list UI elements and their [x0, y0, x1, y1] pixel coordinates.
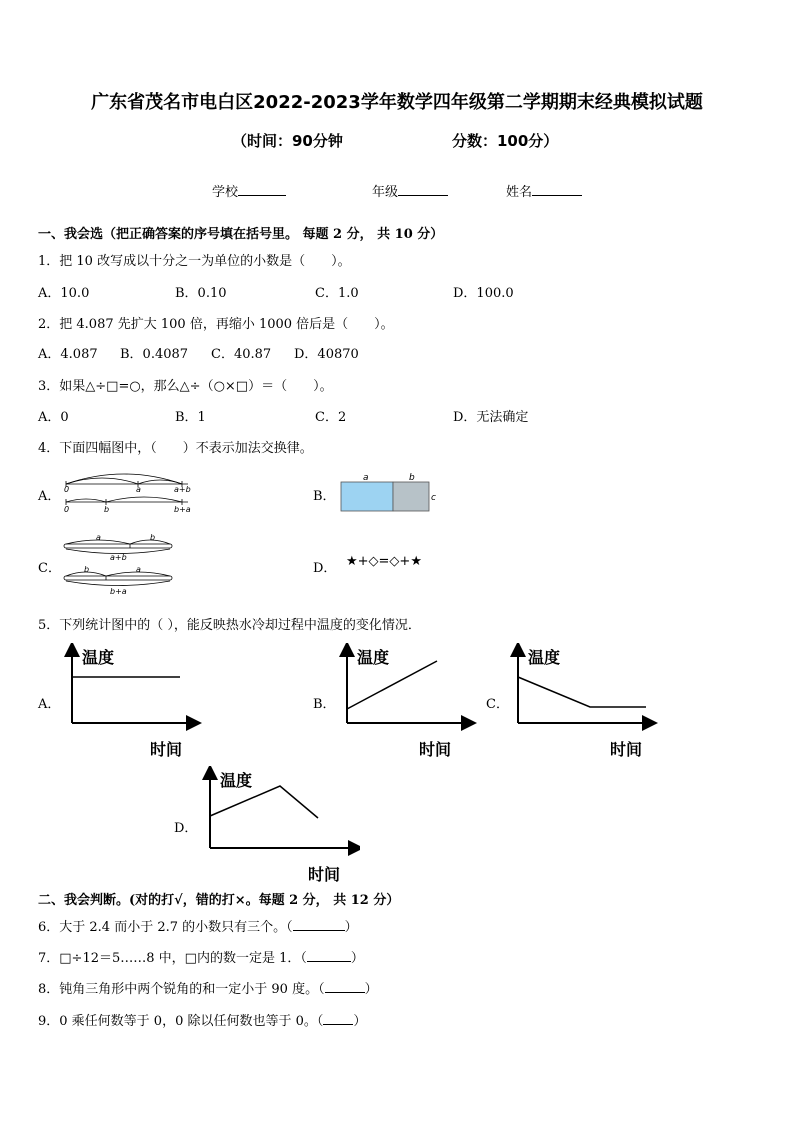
- q2-option-d[interactable]: D．40870: [294, 347, 359, 362]
- q9-answer-blank[interactable]: [323, 1011, 353, 1025]
- q5-option-d[interactable]: D．: [174, 821, 198, 836]
- q4-option-c[interactable]: C．: [38, 561, 61, 576]
- page-title: 广东省茂名市电白区2022-2023学年数学四年级第二学期期末经典模拟试题: [91, 92, 703, 113]
- q5-chart-a: [62, 643, 202, 763]
- fig-c-a-2: a: [136, 565, 141, 574]
- question-7: [38, 947, 364, 966]
- fig-a-b: b: [104, 505, 110, 514]
- q4-option-d[interactable]: D．: [313, 561, 337, 576]
- q5-chart-b: [337, 643, 477, 763]
- q5-c-ylabel: 温度: [528, 648, 561, 667]
- fig-b-c: c: [431, 493, 436, 503]
- question-9: [38, 1010, 366, 1029]
- q5-c-line: [518, 677, 646, 707]
- fig-a-a: a: [136, 485, 141, 494]
- q7-text: 7．□÷12＝5……8 中，□内的数一定是 1．（: [38, 951, 307, 966]
- fig-a-apb: a+b: [174, 485, 191, 494]
- q4-option-a[interactable]: A．: [38, 489, 61, 504]
- question-3: 3．如果△÷□=○，那么△÷（○×□）＝（ ）。: [38, 379, 333, 394]
- fig-b-b: b: [409, 473, 415, 483]
- grade-blank[interactable]: [398, 182, 448, 196]
- name-field: [506, 181, 582, 200]
- q7-answer-blank[interactable]: [307, 948, 351, 962]
- fig-a-zero-2: 0: [64, 505, 70, 514]
- section1-heading: 一、我会选（把正确答案的序号填在括号里。 每题 2 分， 共 10 分）: [38, 227, 444, 242]
- q4-figure-b: [336, 470, 446, 516]
- q3-option-b[interactable]: B．1: [175, 410, 206, 425]
- school-label: 学校: [212, 185, 239, 200]
- q5-chart-c: [508, 643, 658, 763]
- q1-option-b[interactable]: B．0.10: [175, 286, 227, 301]
- name-blank[interactable]: [532, 182, 582, 196]
- q5-option-a[interactable]: A．: [38, 697, 61, 712]
- fig-a-bpa: b+a: [174, 505, 191, 514]
- school-blank[interactable]: [238, 182, 286, 196]
- q5-b-ylabel: 温度: [357, 648, 390, 667]
- question-8: [38, 978, 378, 997]
- q6-close: ）: [344, 920, 358, 935]
- fig-c-b-2: b: [84, 565, 90, 574]
- q3-option-d[interactable]: D．无法确定: [453, 410, 529, 425]
- q5-b-xlabel: 时间: [419, 740, 452, 759]
- q2-option-b[interactable]: B．0.4087: [120, 347, 189, 362]
- fig-c-b-1: b: [150, 533, 156, 542]
- q1-option-d[interactable]: D．100.0: [453, 286, 514, 301]
- q5-c-xlabel: 时间: [610, 740, 643, 759]
- fig-c-apb: a+b: [110, 553, 127, 562]
- q5-d-line: [210, 786, 318, 818]
- q9-text: 9．0 乘任何数等于 0，0 除以任何数也等于 0。（: [38, 1014, 324, 1029]
- fig-c-bpa: b+a: [110, 587, 127, 596]
- fig-c-a-1: a: [96, 533, 101, 542]
- fig-a-zero-1: 0: [64, 485, 70, 494]
- q5-a-xlabel: 时间: [150, 740, 183, 759]
- q2-option-c[interactable]: C．40.87: [211, 347, 272, 362]
- q5-d-ylabel: 温度: [220, 771, 253, 790]
- exam-time: （时间：90分钟: [232, 132, 343, 150]
- q3-option-c[interactable]: C．2: [315, 410, 347, 425]
- q6-answer-blank[interactable]: [293, 917, 345, 931]
- q1-option-c[interactable]: C．1.0: [315, 286, 359, 301]
- q4-figure-d: ★+◇=◇+★: [346, 554, 422, 569]
- grade-label: 年级: [372, 185, 399, 200]
- section2-heading: 二、我会判断。(对的打√，错的打×。每题 2 分， 共 12 分）: [38, 893, 400, 908]
- exam-score: 分数：100分）: [452, 132, 559, 150]
- q5-option-c[interactable]: C．: [486, 697, 509, 712]
- q4-option-b[interactable]: B．: [313, 489, 336, 504]
- q3-option-a[interactable]: A．0: [38, 410, 69, 425]
- q5-chart-d: [200, 766, 360, 884]
- q4-figure-c: [60, 530, 180, 598]
- name-label: 姓名: [506, 185, 533, 200]
- q9-close: ）: [353, 1014, 367, 1029]
- q5-option-b[interactable]: B．: [313, 697, 336, 712]
- grade-field: [372, 181, 448, 200]
- q5-d-xlabel: 时间: [308, 865, 341, 884]
- question-6: [38, 916, 358, 935]
- q8-answer-blank[interactable]: [325, 979, 365, 993]
- q7-close: ）: [350, 951, 364, 966]
- question-2: 2．把 4.087 先扩大 100 倍，再缩小 1000 倍后是（ ）。: [38, 317, 394, 332]
- fig-b-gray-rect: [393, 482, 429, 511]
- question-5: 5．下列统计图中的（ ），能反映热水冷却过程中温度的变化情况．: [38, 618, 421, 633]
- q8-text: 8．钝角三角形中两个锐角的和一定小于 90 度。（: [38, 982, 325, 997]
- q4-figure-a: [60, 470, 200, 516]
- school-field: [212, 181, 286, 200]
- question-1: 1．把 10 改写成以十分之一为单位的小数是（ ）。: [38, 254, 351, 269]
- q2-option-a[interactable]: A．4.087: [38, 347, 98, 362]
- fig-b-a: a: [363, 473, 369, 483]
- q5-b-line: [347, 661, 437, 709]
- q8-close: ）: [364, 982, 378, 997]
- question-4: 4．下面四幅图中，（ ）不表示加法交换律。: [38, 441, 313, 456]
- q1-option-a[interactable]: A．10.0: [38, 286, 90, 301]
- fig-b-blue-rect: [341, 482, 393, 511]
- q5-a-ylabel: 温度: [82, 648, 115, 667]
- q6-text: 6．大于 2.4 而小于 2.7 的小数只有三个。（: [38, 920, 293, 935]
